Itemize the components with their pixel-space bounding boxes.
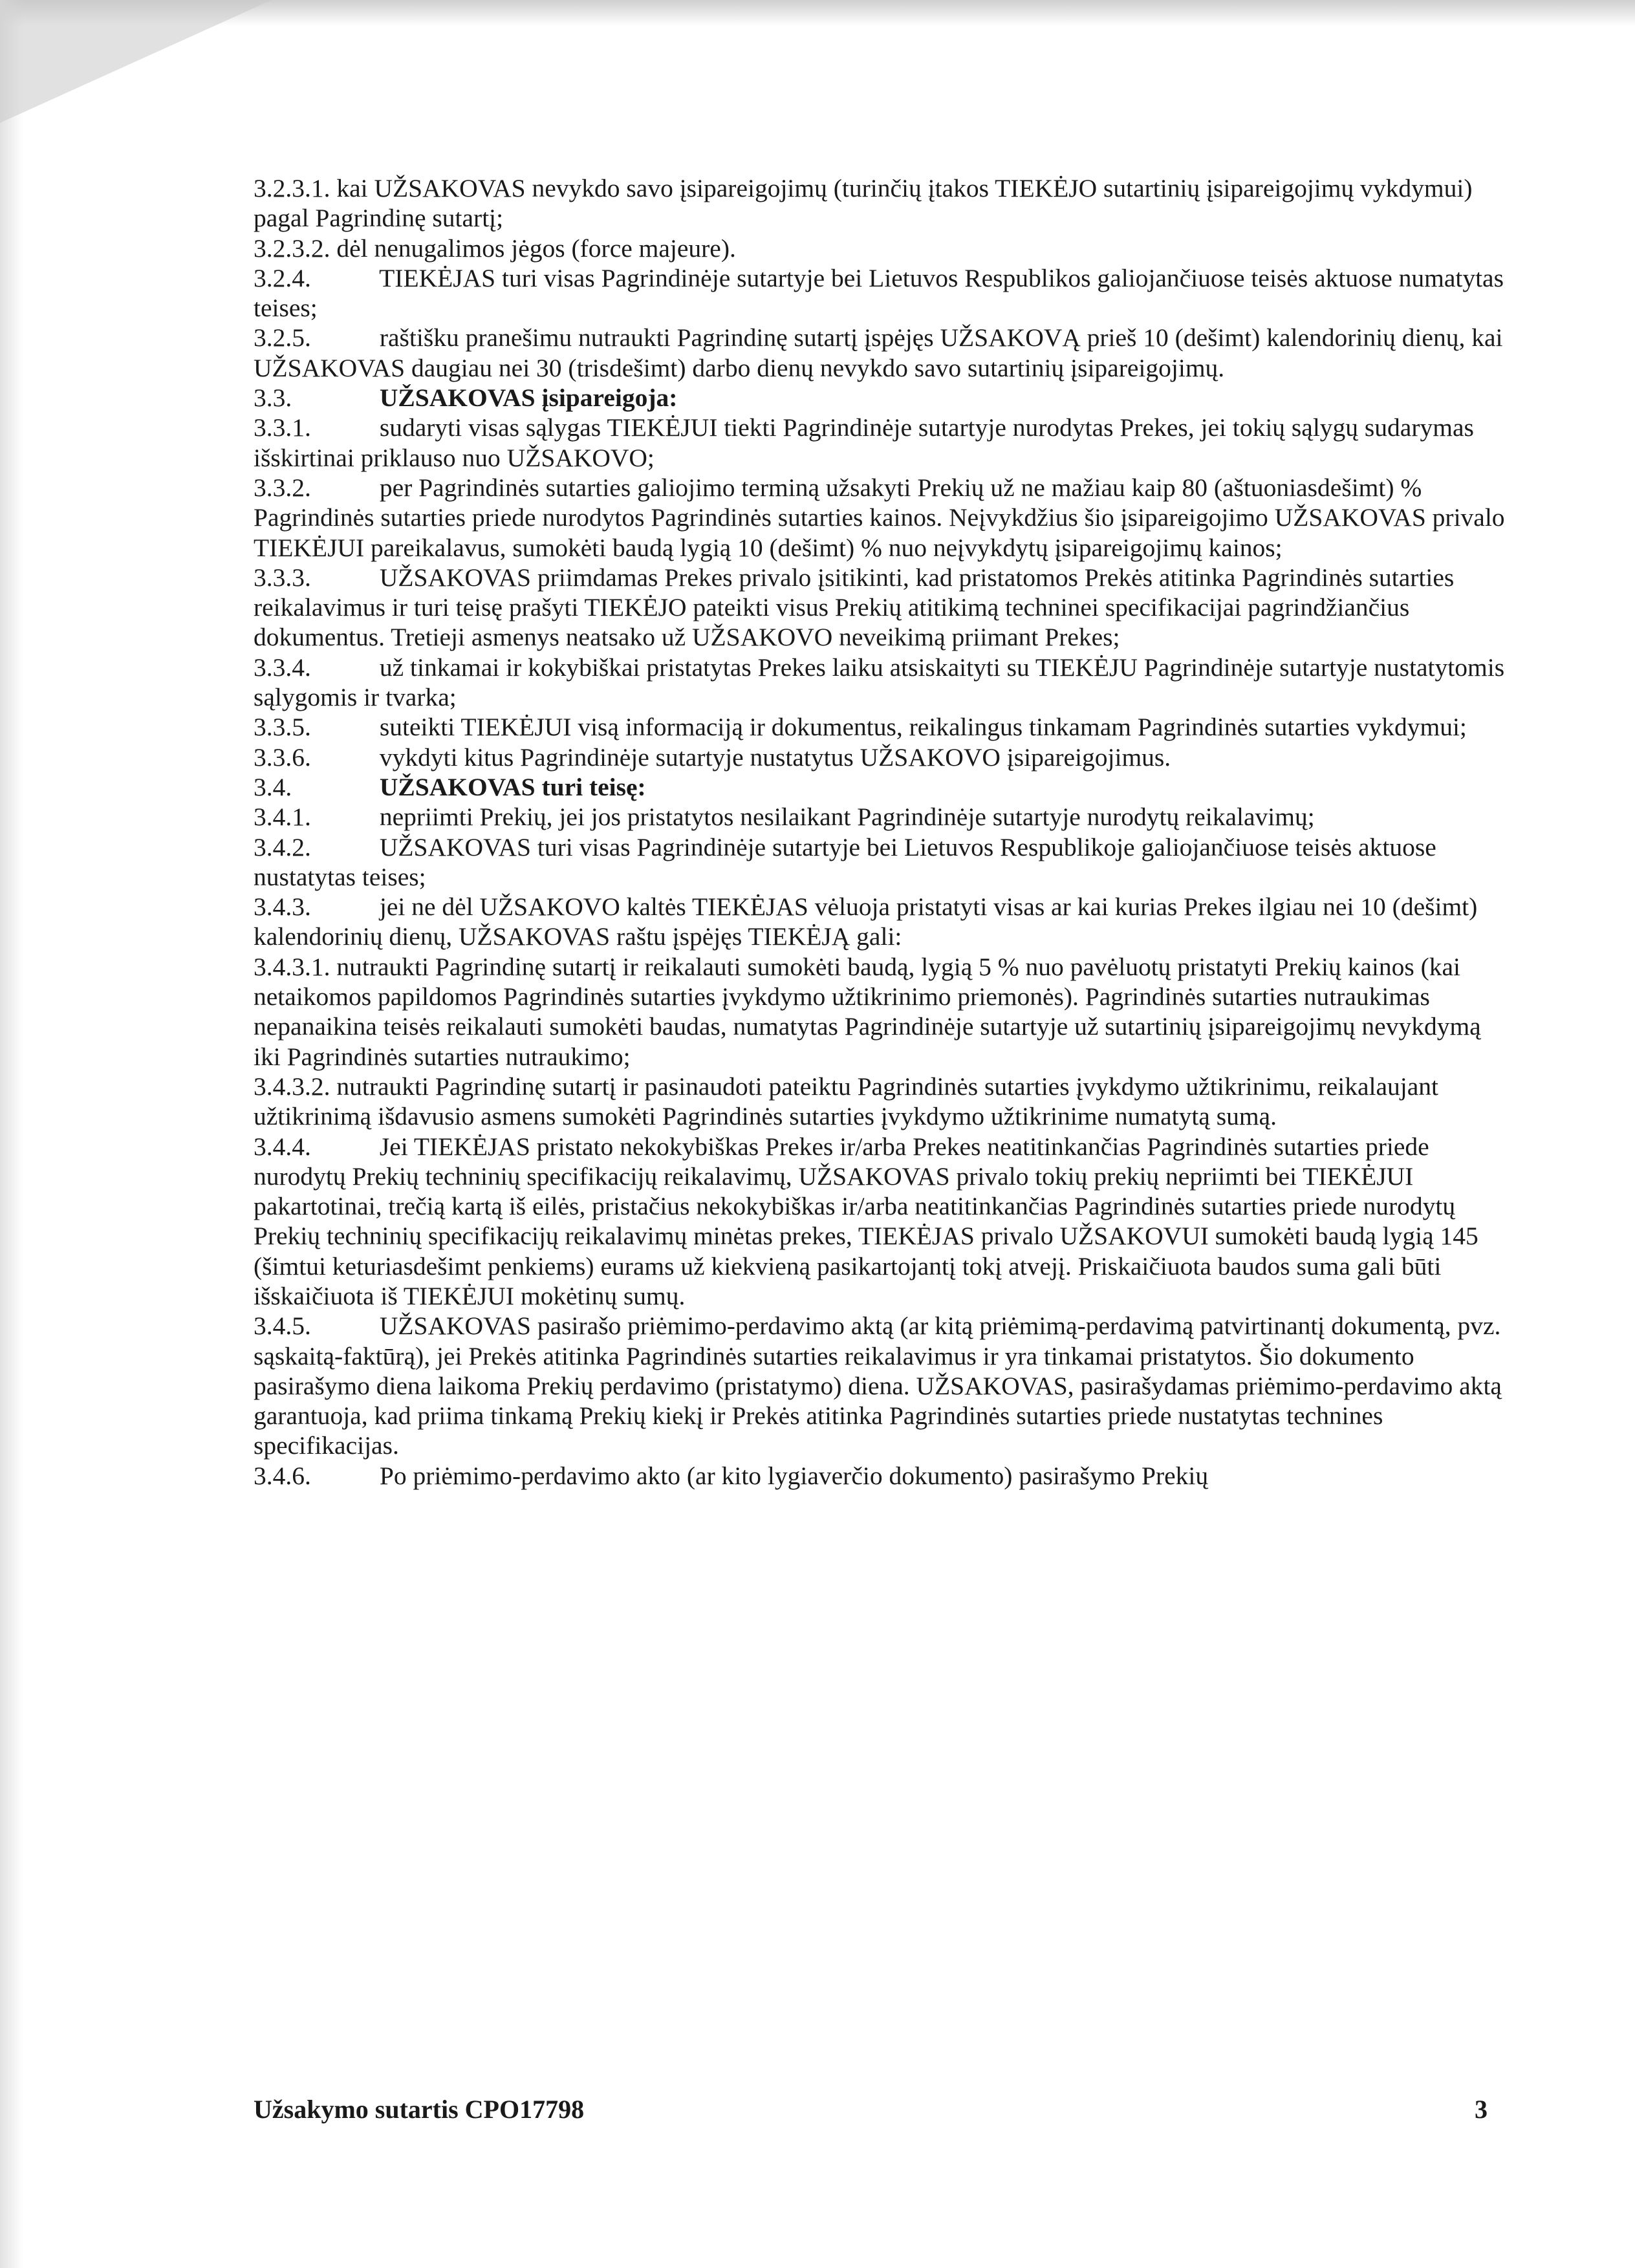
clause-text: kai UŽSAKOVAS nevykdo savo įsipareigojimų (turinčių įtakos TIEKĖJO sutartinių įsipareigojimų vykdymui) pagal Pagrindinę sutartį; xyxy=(254,174,1473,233)
clause-text: už tinkamai ir kokybiškai pristatytas Prekes laiku atsiskaityti su TIEKĖJU Pagrindinėje sutartyje nustatytomis sąlygomis ir tvarka; xyxy=(254,653,1505,712)
clause-number: 3.4.4. xyxy=(254,1132,311,1161)
clause-number: 3.3.4. xyxy=(254,653,311,682)
footer-page-number: 3 xyxy=(1475,2095,1488,2124)
clause-number: 3.4.1. xyxy=(254,803,311,832)
clause-3-4-3-1 xyxy=(254,952,1508,1072)
section-heading-text: UŽSAKOVAS turi teisę: xyxy=(379,772,646,801)
clause-number: 3.4.6. xyxy=(254,1461,311,1490)
clause-3-4-2 xyxy=(254,832,1508,892)
clause-number: 3.4.3.2. xyxy=(254,1072,330,1101)
clause-3-3-4 xyxy=(254,653,1508,713)
clause-text: sudaryti visas sąlygas TIEKĖJUI tiekti Pagrindinėje sutartyje nurodytas Prekes, jei tokių sąlygų sudarymas išskirtinai priklauso nuo UŽSAKOVO; xyxy=(254,413,1474,472)
clause-3-4-3 xyxy=(254,892,1508,952)
clause-3-2-4 xyxy=(254,263,1508,323)
clause-text: UŽSAKOVAS pasirašo priėmimo-perdavimo aktą (ar kitą priėmimą-perdavimą patvirtinantį dokumentą, pvz. sąskaitą-faktūrą), jei Prekės atitinka Pagrindinės sutarties reikalavimus ir yra tinkamai pristatytos. Šio dokumento pasirašymo diena laikoma Prekių perdavimo (pristatymo) diena. UŽSAKOVAS, pasirašydamas priėmimo-perdavimo aktą garantuoja, kad priima tinkamą Prekių kiekį ir Prekės atitinka Pagrindinės sutarties priede nustatytas technines specifikacijas. xyxy=(254,1312,1502,1460)
clause-number: 3.3.3. xyxy=(254,563,311,592)
clause-3-3-6 xyxy=(254,742,1508,772)
clause-text: jei ne dėl UŽSAKOVO kaltės TIEKĖJAS vėluoja pristatyti visas ar kai kurias Prekes ilgiau nei 10 (dešimt) kalendorinių dienų, UŽSAKOVAS raštu įspėjęs TIEKĖJĄ gali: xyxy=(254,892,1478,951)
section-heading-3-3 xyxy=(254,383,1508,413)
clause-text: nepriimti Prekių, jei jos pristatytos nesilaikant Pagrindinėje sutartyje nurodytų reikalavimų; xyxy=(379,803,1315,832)
section-heading-text: UŽSAKOVAS įsipareigoja: xyxy=(379,383,678,413)
section-heading-3-4 xyxy=(254,772,1508,802)
section-number: 3.4. xyxy=(254,772,292,801)
clause-3-3-2 xyxy=(254,473,1508,563)
document-body xyxy=(254,173,1508,1491)
clause-number: 3.2.3.1. xyxy=(254,174,330,202)
clause-number: 3.3.6. xyxy=(254,742,311,772)
clause-number: 3.3.5. xyxy=(254,713,311,742)
clause-text: per Pagrindinės sutarties galiojimo terminą užsakyti Prekių už ne mažiau kaip 80 (aštuoniasdešimt) % Pagrindinės sutarties priede nurodytos Pagrindinės sutarties kainos. Neįvykdžius šio įsipareigojimo UŽSAKOVAS privalo TIEKĖJUI pareikalavus, sumokėti baudą lygią 10 (dešimt) % nuo neįvykdytų įsipareigojimų kainos; xyxy=(254,473,1505,562)
clause-3-4-1 xyxy=(254,802,1508,832)
clause-text: UŽSAKOVAS turi visas Pagrindinėje sutartyje bei Lietuvos Respublikoje galiojančiuose teisės aktuose nustatytas teises; xyxy=(254,832,1436,891)
clause-text: nutraukti Pagrindinę sutartį ir reikalauti sumokėti baudą, lygią 5 % nuo pavėluotų pristatyti Prekių kainos (kai netaikomos papildomos Pagrindinės sutarties įvykdymo užtikrinimo priemonės). Pagrindinės sutarties nutraukimas nepanaikina teisės reikalauti sumokėti baudas, numatytas Pagrindinėje sutartyje už sutartinių įsipareigojimų nevykdymą iki Pagrindinės sutarties nutraukimo; xyxy=(254,952,1481,1071)
clause-3-3-1 xyxy=(254,413,1508,473)
clause-text: suteikti TIEKĖJUI visą informaciją ir dokumentus, reikalingus tinkamam Pagrindinės sutarties vykdymui; xyxy=(379,713,1467,742)
clause-3-2-5 xyxy=(254,323,1508,383)
clause-number: 3.3.1. xyxy=(254,413,311,442)
clause-text: raštišku pranešimu nutraukti Pagrindinę sutartį įspėjęs UŽSAKOVĄ prieš 10 (dešimt) kalendorinių dienų, kai UŽSAKOVAS daugiau nei 30 (trisdešimt) darbo dienų nevykdo savo sutartinių įsipareigojimų. xyxy=(254,323,1503,382)
clause-text: dėl nenugalimos jėgos (force majeure). xyxy=(336,233,736,263)
clause-text: Jei TIEKĖJAS pristato nekokybiškas Prekes ir/arba Prekes neatitinkančias Pagrindinės sutarties priede nurodytų Prekių techninių specifikacijų reikalavimų, UŽSAKOVAS privalo tokių prekių nepriimti bei TIEKĖJUI pakartotinai, trečią kartą iš eilės, pristačius nekokybiškas ir/arba neatitinkančias Pagrindinės sutarties priede nurodytų Prekių techninių specifikacijų reikalavimų minėtas prekes, TIEKĖJAS privalo UŽSAKOVUI sumokėti baudą lygią 145 (šimtui keturiasdešimt penkiems) eurams už kiekvieną pasikartojantį tokį atvejį. Priskaičiuota baudos suma gali būti išskaičiuota iš TIEKĖJUI mokėtinų sumų. xyxy=(254,1132,1478,1310)
clause-3-4-5 xyxy=(254,1311,1508,1460)
clause-number: 3.2.3.2. xyxy=(254,233,330,263)
clause-number: 3.4.3.1. xyxy=(254,952,330,981)
clause-3-3-5 xyxy=(254,712,1508,742)
clause-3-3-3 xyxy=(254,563,1508,653)
clause-text: Po priėmimo-perdavimo akto (ar kito lygiaverčio dokumento) pasirašymo Prekių xyxy=(379,1461,1209,1490)
clause-3-4-3-2 xyxy=(254,1072,1508,1132)
clause-text: vykdyti kitus Pagrindinėje sutartyje nustatytus UŽSAKOVO įsipareigojimus. xyxy=(379,742,1171,772)
clause-number: 3.3.2. xyxy=(254,473,311,502)
scan-folded-corner xyxy=(0,0,272,123)
clause-number: 3.4.3. xyxy=(254,892,311,922)
clause-number: 3.2.4. xyxy=(254,263,311,292)
clause-3-2-3-2 xyxy=(254,233,1508,263)
clause-text: TIEKĖJAS turi visas Pagrindinėje sutartyje bei Lietuvos Respublikos galiojančiuose teisės aktuose numatytas teises; xyxy=(254,263,1504,323)
clause-3-4-4 xyxy=(254,1132,1508,1312)
clause-text: nutraukti Pagrindinę sutartį ir pasinaudoti pateiktu Pagrindinės sutarties įvykdymo užtikrinimu, reikalaujant užtikrinimą išdavusio asmens sumokėti Pagrindinės sutarties įvykdymo užtikrinime numatytą sumą. xyxy=(254,1072,1439,1131)
footer-document-title: Užsakymo sutartis CPO17798 xyxy=(254,2095,585,2124)
clause-number: 3.4.5. xyxy=(254,1312,311,1341)
scan-edge-left xyxy=(0,0,23,2268)
clause-text: UŽSAKOVAS priimdamas Prekes privalo įsitikinti, kad pristatomos Prekės atitinka Pagrindinės sutarties reikalavimus ir turi teisę prašyti TIEKĖJO pateikti visus Prekių atitikimą techninei specifikacijai pagrindžiančius dokumentus. Tretieji asmenys neatsako už UŽSAKOVO neveikimą priimant Prekes; xyxy=(254,563,1455,652)
clause-3-4-6 xyxy=(254,1461,1508,1491)
clause-number: 3.4.2. xyxy=(254,832,311,861)
clause-number: 3.2.5. xyxy=(254,323,311,352)
clause-3-2-3-1 xyxy=(254,173,1508,233)
section-number: 3.3. xyxy=(254,383,292,413)
